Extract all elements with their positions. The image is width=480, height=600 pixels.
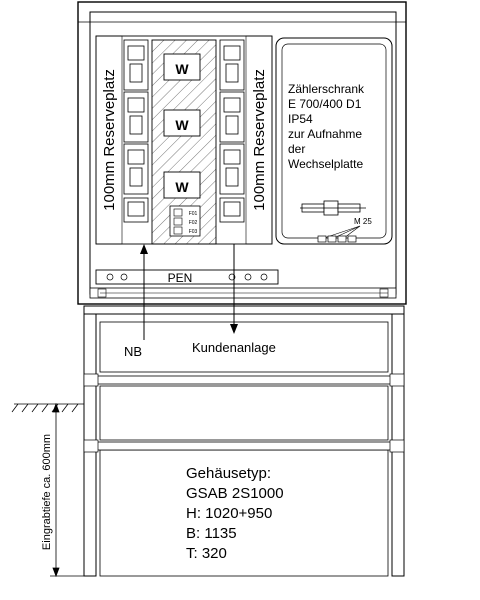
w-box-3 — [164, 172, 200, 198]
housing-title: Gehäusetyp: — [186, 465, 272, 482]
housing-width: B: 1135 — [186, 525, 237, 542]
meter-cabinet-line-4: zur Aufnahme — [288, 127, 363, 141]
depth-dimension — [50, 404, 84, 576]
meter-cabinet-line-2: E 700/400 D1 — [288, 97, 362, 111]
fuse-label-f02: F02 — [188, 220, 198, 226]
w-box-3-label: W — [175, 179, 189, 195]
w-box-2-label: W — [175, 117, 189, 133]
cable-gland-rail — [300, 201, 366, 215]
meter-cabinet-line-1: Zählerschrank — [288, 82, 365, 96]
upper-cabinet — [78, 2, 406, 304]
w-box-1-label: W — [175, 61, 189, 77]
nb-arrow-head — [140, 244, 148, 254]
housing-type: GSAB 2S1000 — [186, 485, 284, 502]
housing-height: H: 1020+950 — [186, 505, 273, 522]
pen-label: PEN — [167, 271, 193, 285]
fuse-label-f03: F03 — [188, 229, 198, 235]
housing-depth: T: 320 — [186, 545, 227, 562]
customer-label: Kundenanlage — [192, 340, 276, 355]
w-box-1 — [164, 54, 200, 80]
gland-label: M 25 — [354, 217, 372, 226]
fuse-label-f01: F01 — [188, 211, 198, 217]
reserve-label-right: 100mm Reserveplatz — [251, 69, 268, 211]
fuse-bases-right — [220, 40, 244, 222]
fuse-block — [170, 206, 200, 236]
meter-cabinet-line-5: der — [288, 142, 306, 156]
fuse-bases-left — [124, 40, 148, 222]
base-mid-panel — [100, 386, 388, 440]
w-box-2 — [164, 110, 200, 136]
depth-label: Eingrabtiefe ca. 600mm — [41, 433, 53, 551]
nb-label: NB — [124, 344, 143, 359]
base-top-beam — [84, 306, 404, 314]
reserve-label-left: 100mm Reserveplatz — [101, 69, 118, 211]
meter-cabinet-line-6: Wechselplatte — [288, 157, 364, 171]
ground-level-marker — [12, 404, 84, 412]
base-crossbars — [84, 376, 404, 450]
customer-arrow-head — [230, 324, 238, 334]
meter-cabinet-line-3: IP54 — [288, 112, 313, 126]
